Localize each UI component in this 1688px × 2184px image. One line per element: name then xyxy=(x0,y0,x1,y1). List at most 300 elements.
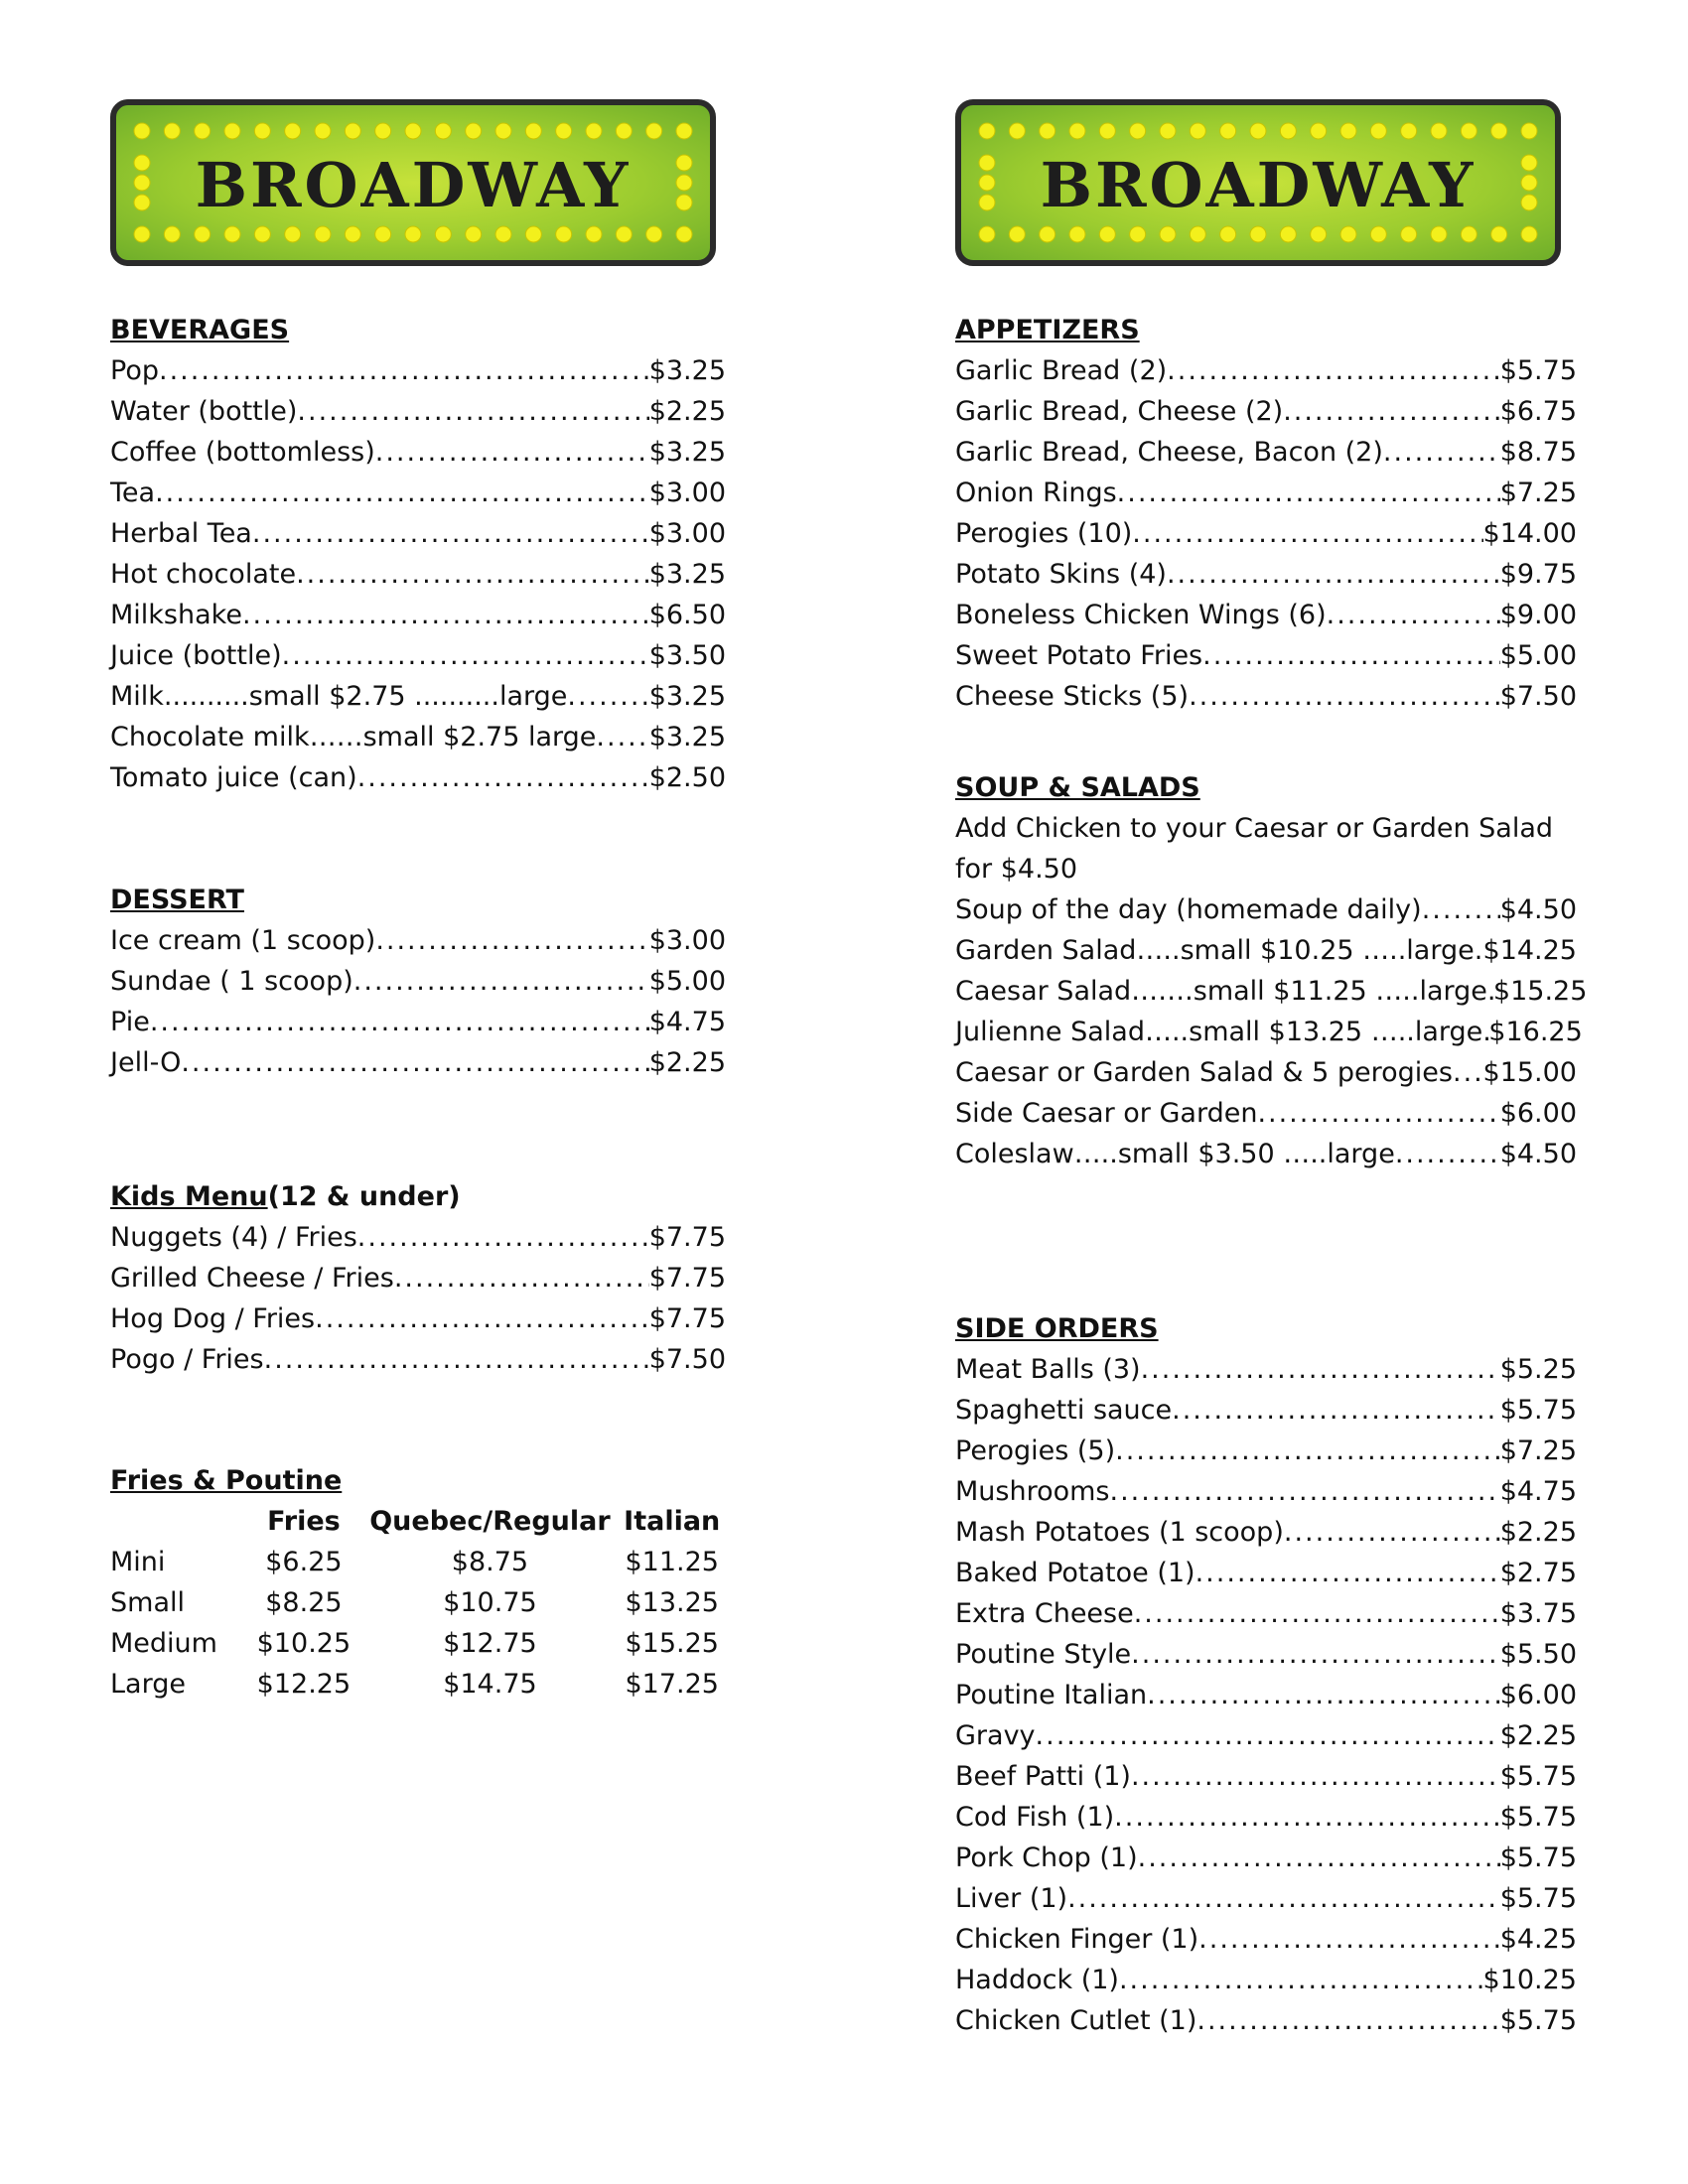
menu-item xyxy=(110,676,726,717)
dot-leader xyxy=(1067,1878,1500,1919)
bulb xyxy=(1099,226,1115,242)
item-price: $5.00 xyxy=(1499,640,1577,671)
menu-item xyxy=(110,961,726,1002)
menu-item xyxy=(955,1431,1577,1471)
menu-item xyxy=(955,1093,1577,1134)
item-price: $2.25 xyxy=(648,396,726,427)
menu-item xyxy=(955,2000,1577,2041)
item-name: Coffee (bottomless) xyxy=(110,437,375,468)
menu-item xyxy=(955,889,1577,930)
item-price: $2.75 xyxy=(1499,1558,1577,1588)
item-name: Extra Cheese xyxy=(955,1598,1134,1629)
item-name: Sweet Potato Fries xyxy=(955,640,1203,671)
menu-item xyxy=(110,1298,726,1339)
dot-leader xyxy=(1422,889,1500,930)
item-price: $5.75 xyxy=(1499,1395,1577,1426)
bulb xyxy=(1220,226,1236,242)
dot-leader xyxy=(181,1042,648,1083)
item-price: $7.75 xyxy=(648,1263,726,1294)
bulb xyxy=(676,123,692,139)
bulb xyxy=(405,226,421,242)
menu-item xyxy=(110,473,726,513)
item-price: $10.25 xyxy=(1482,1965,1577,1995)
bulb xyxy=(1250,226,1266,242)
menu-item xyxy=(110,350,726,391)
menu-item xyxy=(110,595,726,635)
item-price: $3.25 xyxy=(648,722,726,752)
item-name: Nuggets (4) / Fries xyxy=(110,1222,357,1253)
menu-item xyxy=(955,1012,1583,1052)
bulb xyxy=(375,123,391,139)
fries-poutine-table xyxy=(110,1501,726,1705)
dot-leader xyxy=(1283,391,1500,432)
item-price: $5.25 xyxy=(1499,1354,1577,1385)
dot-leader xyxy=(150,1002,649,1042)
item-price: $5.75 xyxy=(1499,1802,1577,1833)
item-name: Chicken Finger (1) xyxy=(955,1924,1199,1955)
bulb xyxy=(1431,226,1447,242)
section-title xyxy=(110,1176,726,1217)
item-name: Mash Potatoes (1 scoop) xyxy=(955,1517,1284,1548)
item-name: Herbal Tea xyxy=(110,518,252,549)
item-name: Tomato juice (can) xyxy=(110,762,357,793)
bulb xyxy=(405,123,421,139)
dot-leader xyxy=(1036,1715,1500,1756)
menu-item xyxy=(110,1339,726,1380)
appetizers-list xyxy=(955,350,1577,717)
size-label: Medium xyxy=(110,1628,217,1659)
soup-salads-section xyxy=(955,767,1588,1174)
bulb xyxy=(525,226,541,242)
item-name: Pork Chop (1) xyxy=(955,1843,1138,1873)
item-price: $7.50 xyxy=(1499,681,1577,712)
bulb xyxy=(195,226,211,242)
item-name: Chocolate milk……small $2.75 large xyxy=(110,722,597,752)
menu-item xyxy=(955,1715,1577,1756)
item-price: $3.25 xyxy=(648,559,726,590)
bulb xyxy=(254,226,270,242)
dot-leader xyxy=(1138,1838,1500,1878)
item-price: $16.25 xyxy=(1488,1017,1583,1047)
menu-item xyxy=(955,432,1577,473)
bulb xyxy=(134,226,150,242)
dot-leader xyxy=(1172,1390,1500,1431)
dot-leader xyxy=(297,391,648,432)
bulb xyxy=(1009,123,1025,139)
kids-list xyxy=(110,1217,726,1380)
table-row xyxy=(110,1664,726,1705)
menu-item xyxy=(110,757,726,798)
table-cell: $10.75 xyxy=(443,1587,537,1618)
item-price: $2.50 xyxy=(648,762,726,793)
menu-item xyxy=(955,1797,1577,1838)
bulb xyxy=(586,123,602,139)
item-price: $5.75 xyxy=(1499,1843,1577,1873)
table-cell: $12.75 xyxy=(443,1628,537,1659)
bulb xyxy=(1491,123,1507,139)
table-cell: $11.25 xyxy=(625,1547,719,1577)
menu-item xyxy=(955,1512,1577,1553)
item-price: $5.50 xyxy=(1499,1639,1577,1670)
item-price: $6.00 xyxy=(1499,1098,1577,1129)
item-name: Perogies (10) xyxy=(955,518,1133,549)
bulb xyxy=(1311,123,1327,139)
table-cell: $17.25 xyxy=(625,1669,719,1700)
bulb xyxy=(1401,226,1417,242)
menu-item xyxy=(955,930,1577,971)
menu-item xyxy=(110,1258,726,1298)
bulb xyxy=(646,226,662,242)
dot-leader xyxy=(375,920,648,961)
menu-item xyxy=(110,554,726,595)
dot-leader xyxy=(1198,1919,1500,1960)
bulb xyxy=(1311,226,1327,242)
item-price: $5.75 xyxy=(1499,1883,1577,1914)
item-price: $3.75 xyxy=(1499,1598,1577,1629)
fries-poutine-section xyxy=(110,1460,726,1705)
item-name: Mushrooms xyxy=(955,1476,1110,1507)
item-price: $6.75 xyxy=(1499,396,1577,427)
item-price: $3.25 xyxy=(648,437,726,468)
menu-item xyxy=(955,391,1577,432)
dessert-list xyxy=(110,920,726,1083)
section-title: SOUP & SALADS xyxy=(955,772,1200,803)
item-name: Onion Rings xyxy=(955,478,1117,508)
item-name: Perogies (5) xyxy=(955,1435,1116,1466)
menu-item xyxy=(110,432,726,473)
menu-item xyxy=(955,1960,1577,2000)
menu-item xyxy=(110,920,726,961)
bulb xyxy=(1130,226,1146,242)
dot-leader xyxy=(1110,1471,1500,1512)
item-price: $3.25 xyxy=(648,355,726,386)
menu-item xyxy=(955,1919,1577,1960)
bulb xyxy=(1190,123,1205,139)
dessert-section xyxy=(110,880,726,1083)
bulb xyxy=(195,123,211,139)
item-name: Pie xyxy=(110,1007,150,1037)
dot-leader xyxy=(1131,1634,1500,1675)
item-name: Poutine Style xyxy=(955,1639,1132,1670)
item-name: Jell-O xyxy=(110,1047,182,1078)
bulb xyxy=(164,123,180,139)
bulb xyxy=(1280,226,1296,242)
item-name: Cheese Sticks (5) xyxy=(955,681,1190,712)
item-name: Soup of the day (homemade daily) xyxy=(955,894,1422,925)
item-name: Meat Balls (3) xyxy=(955,1354,1141,1385)
section-title: DESSERT xyxy=(110,885,244,915)
table-row xyxy=(110,1582,726,1623)
item-name: Milkshake xyxy=(110,600,242,630)
column-header: Fries xyxy=(267,1506,341,1537)
dot-leader xyxy=(1117,473,1500,513)
item-price: $4.50 xyxy=(1499,1139,1577,1169)
item-price: $2.25 xyxy=(1499,1517,1577,1548)
bulb xyxy=(495,123,511,139)
bulb xyxy=(1250,123,1266,139)
bulb xyxy=(1340,123,1356,139)
table-cell: $15.25 xyxy=(625,1628,719,1659)
item-name: Liver (1) xyxy=(955,1883,1068,1914)
menu-item xyxy=(955,1634,1577,1675)
bulb xyxy=(616,226,632,242)
item-price: $7.50 xyxy=(648,1344,726,1375)
bulb xyxy=(285,226,301,242)
item-name: Grilled Cheese / Fries xyxy=(110,1263,394,1294)
dot-leader xyxy=(596,717,648,757)
bulb xyxy=(345,123,360,139)
dot-leader xyxy=(264,1339,649,1380)
bulb xyxy=(1370,123,1386,139)
item-price: $15.25 xyxy=(1492,976,1588,1007)
item-price: $4.75 xyxy=(648,1007,726,1037)
bulb xyxy=(1160,123,1176,139)
section-title: SIDE ORDERS xyxy=(955,1313,1159,1344)
bulb xyxy=(466,123,482,139)
broadway-logo xyxy=(955,99,1561,266)
bulb xyxy=(616,123,632,139)
item-price: $3.00 xyxy=(648,925,726,956)
dot-leader xyxy=(1147,1675,1500,1715)
dot-leader xyxy=(315,1298,649,1339)
menu-item xyxy=(955,595,1577,635)
dot-leader xyxy=(1167,554,1500,595)
bulb xyxy=(1521,123,1537,139)
bulb xyxy=(285,123,301,139)
item-price: $5.75 xyxy=(1499,1761,1577,1792)
section-title: APPETIZERS xyxy=(955,315,1140,345)
kids-title: Kids Menu xyxy=(110,1181,268,1212)
menu-item xyxy=(110,391,726,432)
bulb xyxy=(164,226,180,242)
item-name: Gravy xyxy=(955,1720,1036,1751)
bulb xyxy=(556,226,572,242)
bulb xyxy=(979,226,995,242)
section-title: BEVERAGES xyxy=(110,315,290,345)
bulb xyxy=(1280,123,1296,139)
size-label: Mini xyxy=(110,1547,166,1577)
item-price: $7.75 xyxy=(648,1222,726,1253)
item-name: Sundae ( 1 scoop) xyxy=(110,966,353,997)
item-name: Caesar Salad…….small $11.25 …..large xyxy=(955,976,1487,1007)
dot-leader xyxy=(567,676,648,717)
item-price: $15.00 xyxy=(1482,1057,1577,1088)
item-name: Garlic Bread (2) xyxy=(955,355,1168,386)
logo-text: BROADWAY xyxy=(1040,149,1477,221)
item-price: $5.75 xyxy=(1499,355,1577,386)
bulb xyxy=(1160,226,1176,242)
item-price: $5.75 xyxy=(1499,2005,1577,2036)
column-header: Quebec/Regular xyxy=(369,1506,611,1537)
menu-item xyxy=(955,1756,1577,1797)
dot-leader xyxy=(252,513,649,554)
table-cell: $13.25 xyxy=(625,1587,719,1618)
dot-leader xyxy=(159,350,649,391)
item-name: Tea xyxy=(110,478,156,508)
bulb xyxy=(224,226,240,242)
item-name: Beef Patti (1) xyxy=(955,1761,1131,1792)
menu-item xyxy=(955,1675,1577,1715)
menu-item xyxy=(955,676,1577,717)
bulb xyxy=(646,123,662,139)
item-name: Water (bottle) xyxy=(110,396,298,427)
bulb xyxy=(556,123,572,139)
bulb xyxy=(1461,123,1477,139)
bulb xyxy=(495,226,511,242)
item-price: $4.75 xyxy=(1499,1476,1577,1507)
item-price: $7.75 xyxy=(648,1303,726,1334)
menu-item xyxy=(955,1052,1577,1093)
item-name: Haddock (1) xyxy=(955,1965,1119,1995)
bulb xyxy=(1069,226,1085,242)
menu-item xyxy=(955,554,1577,595)
item-name: Ice cream (1 scoop) xyxy=(110,925,376,956)
dot-leader xyxy=(375,432,649,473)
bulb xyxy=(224,123,240,139)
item-name: Hot chocolate xyxy=(110,559,297,590)
item-price: $14.25 xyxy=(1482,935,1577,966)
item-name: Baked Potatoe (1) xyxy=(955,1558,1196,1588)
menu-item xyxy=(955,1593,1577,1634)
dot-leader xyxy=(1114,1797,1500,1838)
dot-leader xyxy=(1167,350,1500,391)
dot-leader xyxy=(1196,1553,1500,1593)
bulb xyxy=(676,226,692,242)
dot-leader xyxy=(155,473,649,513)
dot-leader xyxy=(1395,1134,1500,1174)
bulb xyxy=(375,226,391,242)
dot-leader xyxy=(1327,595,1500,635)
bulb xyxy=(1130,123,1146,139)
bulb xyxy=(586,226,602,242)
bulb xyxy=(1190,226,1205,242)
item-price: $4.25 xyxy=(1499,1924,1577,1955)
bulb xyxy=(315,226,331,242)
item-price: $7.25 xyxy=(1499,1435,1577,1466)
bulb xyxy=(1009,226,1025,242)
table-cell: $8.75 xyxy=(451,1547,529,1577)
appetizers-section xyxy=(955,310,1577,717)
bulb xyxy=(1220,123,1236,139)
item-price: $3.00 xyxy=(648,518,726,549)
table-cell: $6.25 xyxy=(265,1547,343,1577)
dot-leader xyxy=(296,554,649,595)
size-label: Large xyxy=(110,1669,186,1700)
table-row xyxy=(110,1623,726,1664)
bulb xyxy=(466,226,482,242)
item-price: $7.25 xyxy=(1499,478,1577,508)
bulb xyxy=(254,123,270,139)
item-price: $3.25 xyxy=(648,681,726,712)
item-name: Julienne Salad…..small $13.25 …..large xyxy=(955,1017,1483,1047)
menu-item xyxy=(110,1217,726,1258)
column-header: Italian xyxy=(624,1506,721,1537)
bulb xyxy=(1040,123,1055,139)
item-price: $2.25 xyxy=(648,1047,726,1078)
dot-leader xyxy=(1189,676,1500,717)
dot-leader xyxy=(357,1217,649,1258)
bulb xyxy=(435,226,451,242)
bulb xyxy=(1099,123,1115,139)
dot-leader xyxy=(1257,1093,1499,1134)
section-title: Fries & Poutine xyxy=(110,1465,343,1496)
dot-leader xyxy=(1115,1431,1500,1471)
item-name: Milk..........small $2.75 ..........large xyxy=(110,681,568,712)
item-price: $2.25 xyxy=(1499,1720,1577,1751)
dot-leader xyxy=(1131,1756,1500,1797)
bulb xyxy=(1401,123,1417,139)
beverages-section xyxy=(110,310,726,798)
broadway-logo xyxy=(110,99,716,266)
soup-salads-list xyxy=(955,889,1588,1174)
menu-item xyxy=(955,350,1577,391)
dot-leader xyxy=(1196,2000,1499,2041)
menu-item xyxy=(955,473,1577,513)
item-price: $4.50 xyxy=(1499,894,1577,925)
menu-item xyxy=(955,1390,1577,1431)
item-price: $9.00 xyxy=(1499,600,1577,630)
dot-leader xyxy=(1284,1512,1500,1553)
item-name: Spaghetti sauce xyxy=(955,1395,1173,1426)
dot-leader xyxy=(1141,1349,1500,1390)
item-name: Garlic Bread, Cheese (2) xyxy=(955,396,1284,427)
item-name: Poutine Italian xyxy=(955,1680,1148,1710)
dot-leader xyxy=(1202,635,1500,676)
item-name: Pogo / Fries xyxy=(110,1344,264,1375)
menu-item xyxy=(110,1042,726,1083)
item-name: Hog Dog / Fries xyxy=(110,1303,316,1334)
item-name: Garlic Bread, Cheese, Bacon (2) xyxy=(955,437,1383,468)
item-name: Chicken Cutlet (1) xyxy=(955,2005,1197,2036)
kids-age-note: (12 & under) xyxy=(267,1181,461,1212)
item-price: $14.00 xyxy=(1482,518,1577,549)
dot-leader xyxy=(242,595,649,635)
dot-leader xyxy=(1119,1960,1483,2000)
bulb xyxy=(1040,226,1055,242)
menu-item xyxy=(955,1553,1577,1593)
menu-item xyxy=(955,1134,1577,1174)
menu-item xyxy=(955,1349,1577,1390)
menu-item xyxy=(955,635,1577,676)
menu-item xyxy=(955,1878,1577,1919)
beverages-list xyxy=(110,350,726,798)
bulb xyxy=(1431,123,1447,139)
item-name: Pop xyxy=(110,355,159,386)
column-header xyxy=(110,1501,245,1542)
item-name: Side Caesar or Garden xyxy=(955,1098,1258,1129)
bulb xyxy=(1461,226,1477,242)
bulb xyxy=(1340,226,1356,242)
dot-leader xyxy=(353,961,649,1002)
dot-leader xyxy=(1475,930,1483,971)
item-price: $8.75 xyxy=(1499,437,1577,468)
menu-item xyxy=(110,1002,726,1042)
kids-menu-section xyxy=(110,1176,726,1380)
table-cell: $10.25 xyxy=(256,1628,352,1659)
bulb xyxy=(315,123,331,139)
table-cell: $14.75 xyxy=(443,1669,537,1700)
chicken-addon-note: Add Chicken to your Caesar or Garden Salad for $4.50 xyxy=(955,813,1554,885)
menu-item xyxy=(955,513,1577,554)
menu-item xyxy=(110,635,726,676)
dot-leader xyxy=(357,757,649,798)
bulb xyxy=(134,123,150,139)
menu-item xyxy=(110,717,726,757)
menu-item xyxy=(955,1838,1577,1878)
item-name: Cod Fish (1) xyxy=(955,1802,1115,1833)
bulb xyxy=(1069,123,1085,139)
bulb xyxy=(1491,226,1507,242)
